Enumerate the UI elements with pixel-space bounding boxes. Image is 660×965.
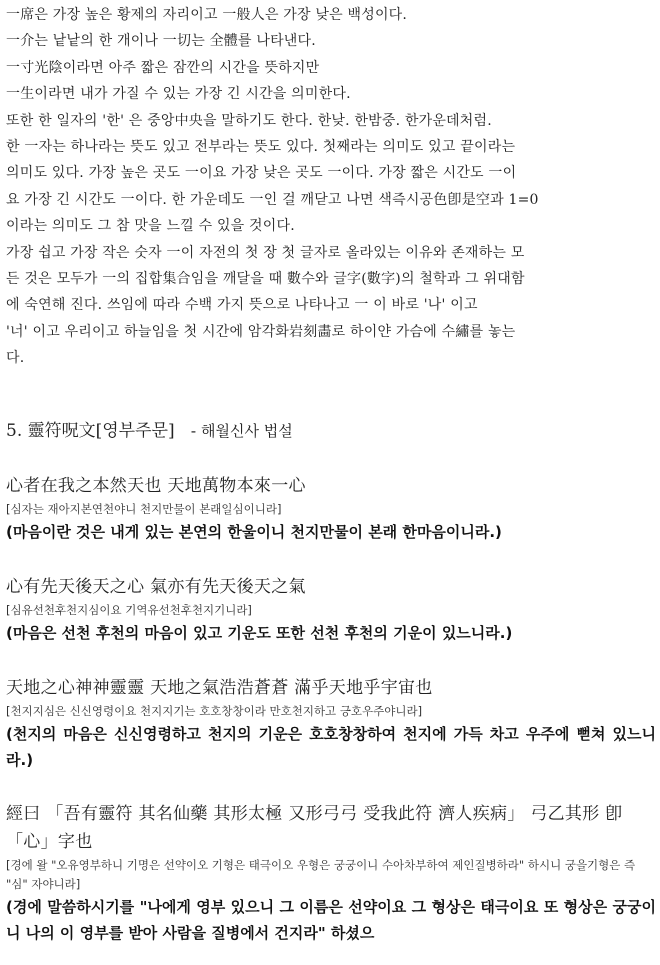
verse-reading: [심자는 재아지본연천야니 천지만물이 본래일심이니라]: [6, 502, 282, 516]
text-line: 또한 한 일자의 '한' 은 중앙中央을 말하기도 한다. 한낮. 한밤중. 한가운데처럼.: [6, 112, 492, 129]
verse-meaning: (경에 말씀하시기를 "나에게 영부 있으니 그 이름은 선약이요 그 형상은 태극이요 또 형상은 궁궁이니 나의 이 영부를 받아 사람을 질병에서 건지라" 하셨으: [6, 898, 656, 942]
verse-hanja: 心者在我之本然天也 天地萬物本來一心: [6, 476, 306, 496]
text-line: 요 가장 긴 시간도 一이다. 한 가운데도 一인 걸 깨닫고 나면 색즉시공色卽是空과 1=0: [6, 191, 539, 208]
text-line: '너' 이고 우리이고 하늘임을 첫 시간에 암각화岩刻畵로 하이얀 가슴에 수繡를 놓는: [6, 323, 516, 340]
verse-block-3: [6, 674, 656, 773]
verse-meaning: (천지의 마음은 신신영령하고 천지의 기운은 호호창창하여 천지에 가득 차고 우주에 뻗쳐 있느니라.): [6, 725, 656, 769]
verse-reading: [천지지심은 신신영령이요 천지지기는 호호창창이라 만호천지하고 긍호우주야니라]: [6, 704, 423, 718]
text-line: 一生이라면 내가 가질 수 있는 가장 긴 시간을 의미한다.: [6, 86, 351, 103]
verse-reading: [경에 왈 "오유영부하니 기명은 선약이오 기형은 태극이오 우형은 궁궁이니 수아차부하여 제인질병하라" 하시니 궁을기형은 즉 "심" 자야니라]: [6, 858, 636, 891]
intro-paragraph: [6, 2, 656, 372]
verse-reading: [심유선천후천지심이요 기역유선천후천지기니라]: [6, 603, 252, 617]
text-line: 가장 쉽고 가장 작은 숫자 一이 자전의 첫 장 첫 글자로 올라있는 이유와 존재하는 모: [6, 244, 525, 261]
verse-block-2: [6, 573, 656, 646]
text-line: 이라는 의미도 그 참 맛을 느낄 수 있을 것이다.: [6, 218, 295, 235]
section-title: 5. 靈符呪文[영부주문]: [6, 421, 175, 441]
verse-block-1: [6, 472, 656, 545]
section-heading: [6, 418, 656, 444]
text-line: 다.: [6, 350, 25, 367]
text-line: 의미도 있다. 가장 높은 곳도 一이요 가장 낮은 곳도 一이다. 가장 짧은 시간도 一이: [6, 165, 517, 182]
section-subtitle: - 해월신사 법설: [190, 422, 293, 440]
text-line: 一介는 낱낱의 한 개이나 一切는 全體를 나타낸다.: [6, 33, 316, 50]
text-line: 一席은 가장 높은 황제의 자리이고 一般人은 가장 낮은 백성이다.: [6, 7, 408, 23]
text-line: 한 一자는 하나라는 뜻도 있고 전부라는 뜻도 있다. 첫째라는 의미도 있고 끝이라는: [6, 139, 516, 156]
text-line: 든 것은 모두가 一의 집합集合임을 깨달을 때 數수와 글字(數字)의 철학과 그 위대함: [6, 271, 525, 288]
verse-block-4: [6, 800, 656, 946]
verse-hanja: 天地之心神神靈靈 天地之氣浩浩蒼蒼 滿乎天地乎宇宙也: [6, 678, 433, 698]
verse-meaning: (마음이란 것은 내게 있는 본연의 한울이니 천지만물이 본래 한마음이니라.): [6, 523, 502, 541]
text-line: 一寸光陰이라면 아주 짧은 잠깐의 시간을 뜻하지만: [6, 59, 320, 76]
text-line: 에 숙연해 진다. 쓰임에 따라 수백 가지 뜻으로 나타나고 一 이 바로 '나' 이고: [6, 297, 478, 314]
verse-hanja: 心有先天後天之心 氣亦有先天後天之氣: [6, 577, 306, 597]
verse-meaning: (마음은 선천 후천의 마음이 있고 기운도 또한 선천 후천의 기운이 있느니라.): [6, 624, 513, 642]
verse-hanja: 經曰 「吾有靈符 其名仙藥 其形太極 又形弓弓 受我此符 濟人疾病」 弓乙其形 卽「心」字也: [6, 804, 623, 852]
